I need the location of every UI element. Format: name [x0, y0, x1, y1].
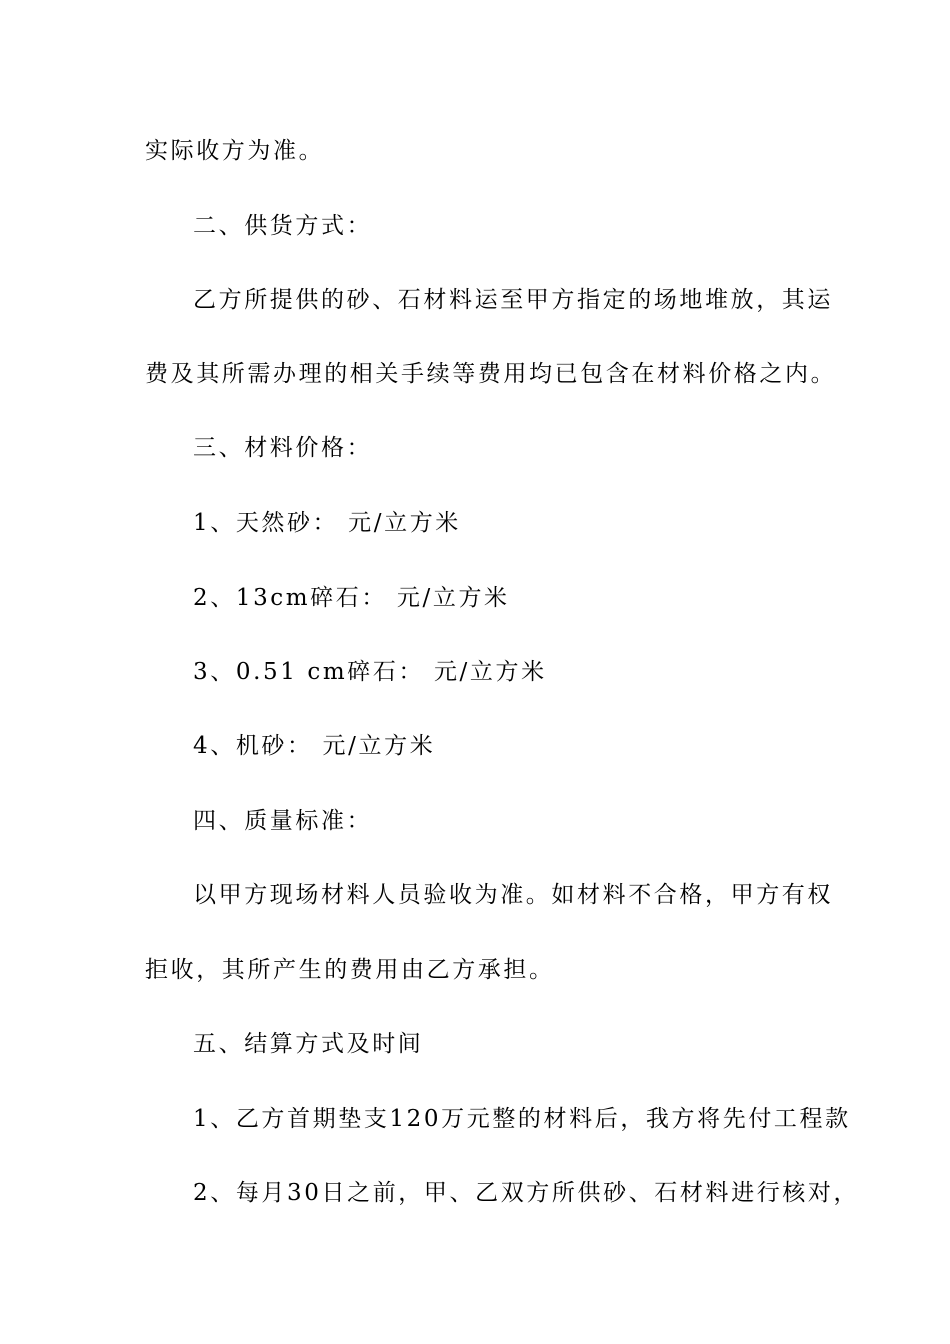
section-heading-supply-method: 二、供货方式： — [193, 213, 373, 239]
paragraph-quality-line-1: 以甲方现场材料人员验收为准。如材料不合格，甲方有权 — [193, 882, 833, 908]
price-item-051cm-gravel: 3、0.51 cm碎石： 元/立方米 — [193, 659, 547, 685]
price-item-13cm-gravel: 2、13cm碎石： 元/立方米 — [193, 585, 510, 611]
section-heading-material-price: 三、材料价格： — [193, 435, 373, 461]
paragraph-supply-line-1: 乙方所提供的砂、石材料运至甲方指定的场地堆放，其运 — [193, 287, 833, 313]
settlement-item-1: 1、乙方首期垫支120万元整的材料后，我方将先付工程款 — [193, 1106, 851, 1132]
section-heading-quality-standard: 四、质量标准： — [193, 808, 373, 834]
price-item-natural-sand: 1、天然砂： 元/立方米 — [193, 510, 461, 536]
section-heading-settlement: 五、结算方式及时间 — [193, 1031, 424, 1057]
paragraph-quality-line-2: 拒收，其所产生的费用由乙方承担。 — [145, 957, 555, 983]
paragraph-continuation: 实际收方为准。 — [145, 138, 325, 164]
paragraph-supply-line-2: 费及其所需办理的相关手续等费用均已包含在材料价格之内。 — [145, 361, 837, 387]
settlement-item-2: 2、每月30日之前，甲、乙双方所供砂、石材料进行核对， — [193, 1180, 860, 1206]
price-item-machine-sand: 4、机砂： 元/立方米 — [193, 733, 436, 759]
